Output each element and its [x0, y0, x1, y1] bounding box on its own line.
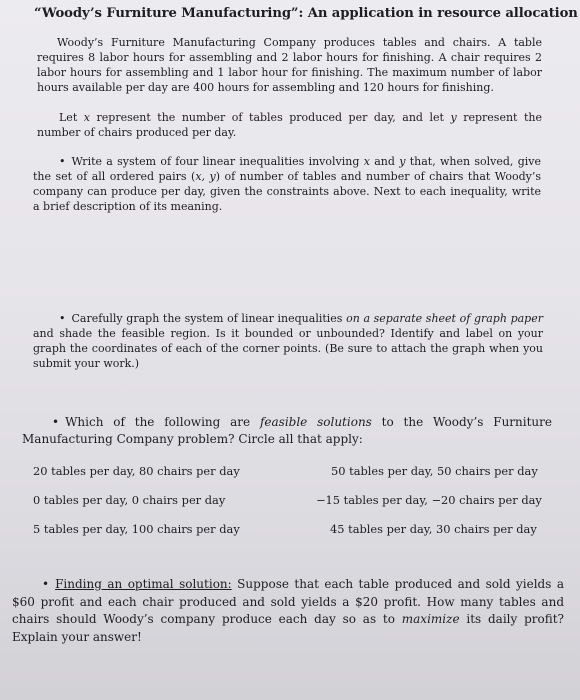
bullet3-text-b: to the Woody’s Furniture Manufacturing Company problem? Circle all that apply:	[22, 415, 552, 446]
title-quoted: “Woody’s Furniture Manufacturing”	[34, 6, 299, 21]
variables-paragraph	[37, 110, 542, 140]
bullet1-y: y	[399, 155, 406, 168]
bullet2-text-b: and shade the feasible region. Is it bounded or unbounded? Identify and label on your graph the coordinates of each of the corner points. (Be sure to attach the graph when you submit your work.)	[33, 327, 543, 370]
bullet-feasible-solutions	[22, 414, 552, 448]
option-5-100[interactable]: 5 tables per day, 100 chairs per day	[33, 522, 240, 536]
variables-text-b: represent the number of tables produced per day, and let	[90, 111, 451, 124]
page-title	[34, 6, 578, 21]
bullet3-text-a: Which of the following are	[65, 415, 260, 429]
bullet2-italic: on a separate sheet of graph paper	[346, 312, 543, 325]
bullet-graph-system	[33, 311, 543, 371]
bullet2-text-a: Carefully graph the system of linear inequalities	[71, 312, 347, 325]
option-0-0[interactable]: 0 tables per day, 0 chairs per day	[33, 493, 226, 507]
option-50-50[interactable]: 50 tables per day, 50 chairs per day	[331, 464, 538, 478]
bullet1-text-b: and	[369, 155, 400, 168]
bullet1-pair: x, y	[195, 170, 216, 183]
bullet4-text-a: Suppose that each table produced and sold yields a $60 profit and each chair produced and sold yields a $20 profit. How many tables and chairs should Woody’s company produce each day so as to	[12, 577, 564, 626]
bullet-write-inequalities	[33, 154, 541, 214]
bullet-icon: •	[52, 415, 60, 429]
option-20-80[interactable]: 20 tables per day, 80 chairs per day	[33, 464, 240, 478]
var-x: x	[83, 111, 90, 124]
variables-text-a: Let	[59, 111, 84, 124]
bullet-optimal-solution	[12, 576, 564, 646]
bullet4-text-b: its daily profit? Explain your answer!	[12, 612, 564, 644]
bullet3-italic: feasible solutions	[259, 415, 372, 429]
bullet1-x: x	[363, 155, 370, 168]
bullet-icon: •	[59, 312, 66, 325]
bullet4-italic: maximize	[401, 612, 460, 626]
bullet-icon: •	[42, 577, 50, 591]
bullet1-text-c: that, when solved, give the set of all ordered pairs (	[33, 155, 541, 183]
title-rest: : An application in resource allocation	[298, 6, 578, 21]
option-neg15-neg20[interactable]: −15 tables per day, −20 chairs per day	[316, 493, 542, 507]
option-45-30[interactable]: 45 tables per day, 30 chairs per day	[330, 522, 537, 536]
bullet4-label: Finding an optimal solution:	[55, 577, 232, 591]
variables-text-c: represent the number of chairs produced per day.	[37, 111, 543, 139]
bullet1-text-d: ) of number of tables and number of chairs that Woody’s company can produce per day, given the constraints above. Next to each inequality, write a brief description of its meaning.	[33, 170, 541, 213]
var-y: y	[450, 111, 457, 124]
bullet-icon: •	[59, 155, 66, 168]
bullet1-text-a: Write a system of four linear inequalities involving	[71, 155, 364, 168]
intro-paragraph: Woody’s Furniture Manufacturing Company produces tables and chairs. A table requires 8 labor hours for assembling and 2 labor hours for finishing. A chair requires 2 labor hours for assembling and 1 labor hour for finishing. The maximum number of labor hours available per day are 400 hours for assembling and 120 hours for finishing.	[37, 36, 542, 94]
